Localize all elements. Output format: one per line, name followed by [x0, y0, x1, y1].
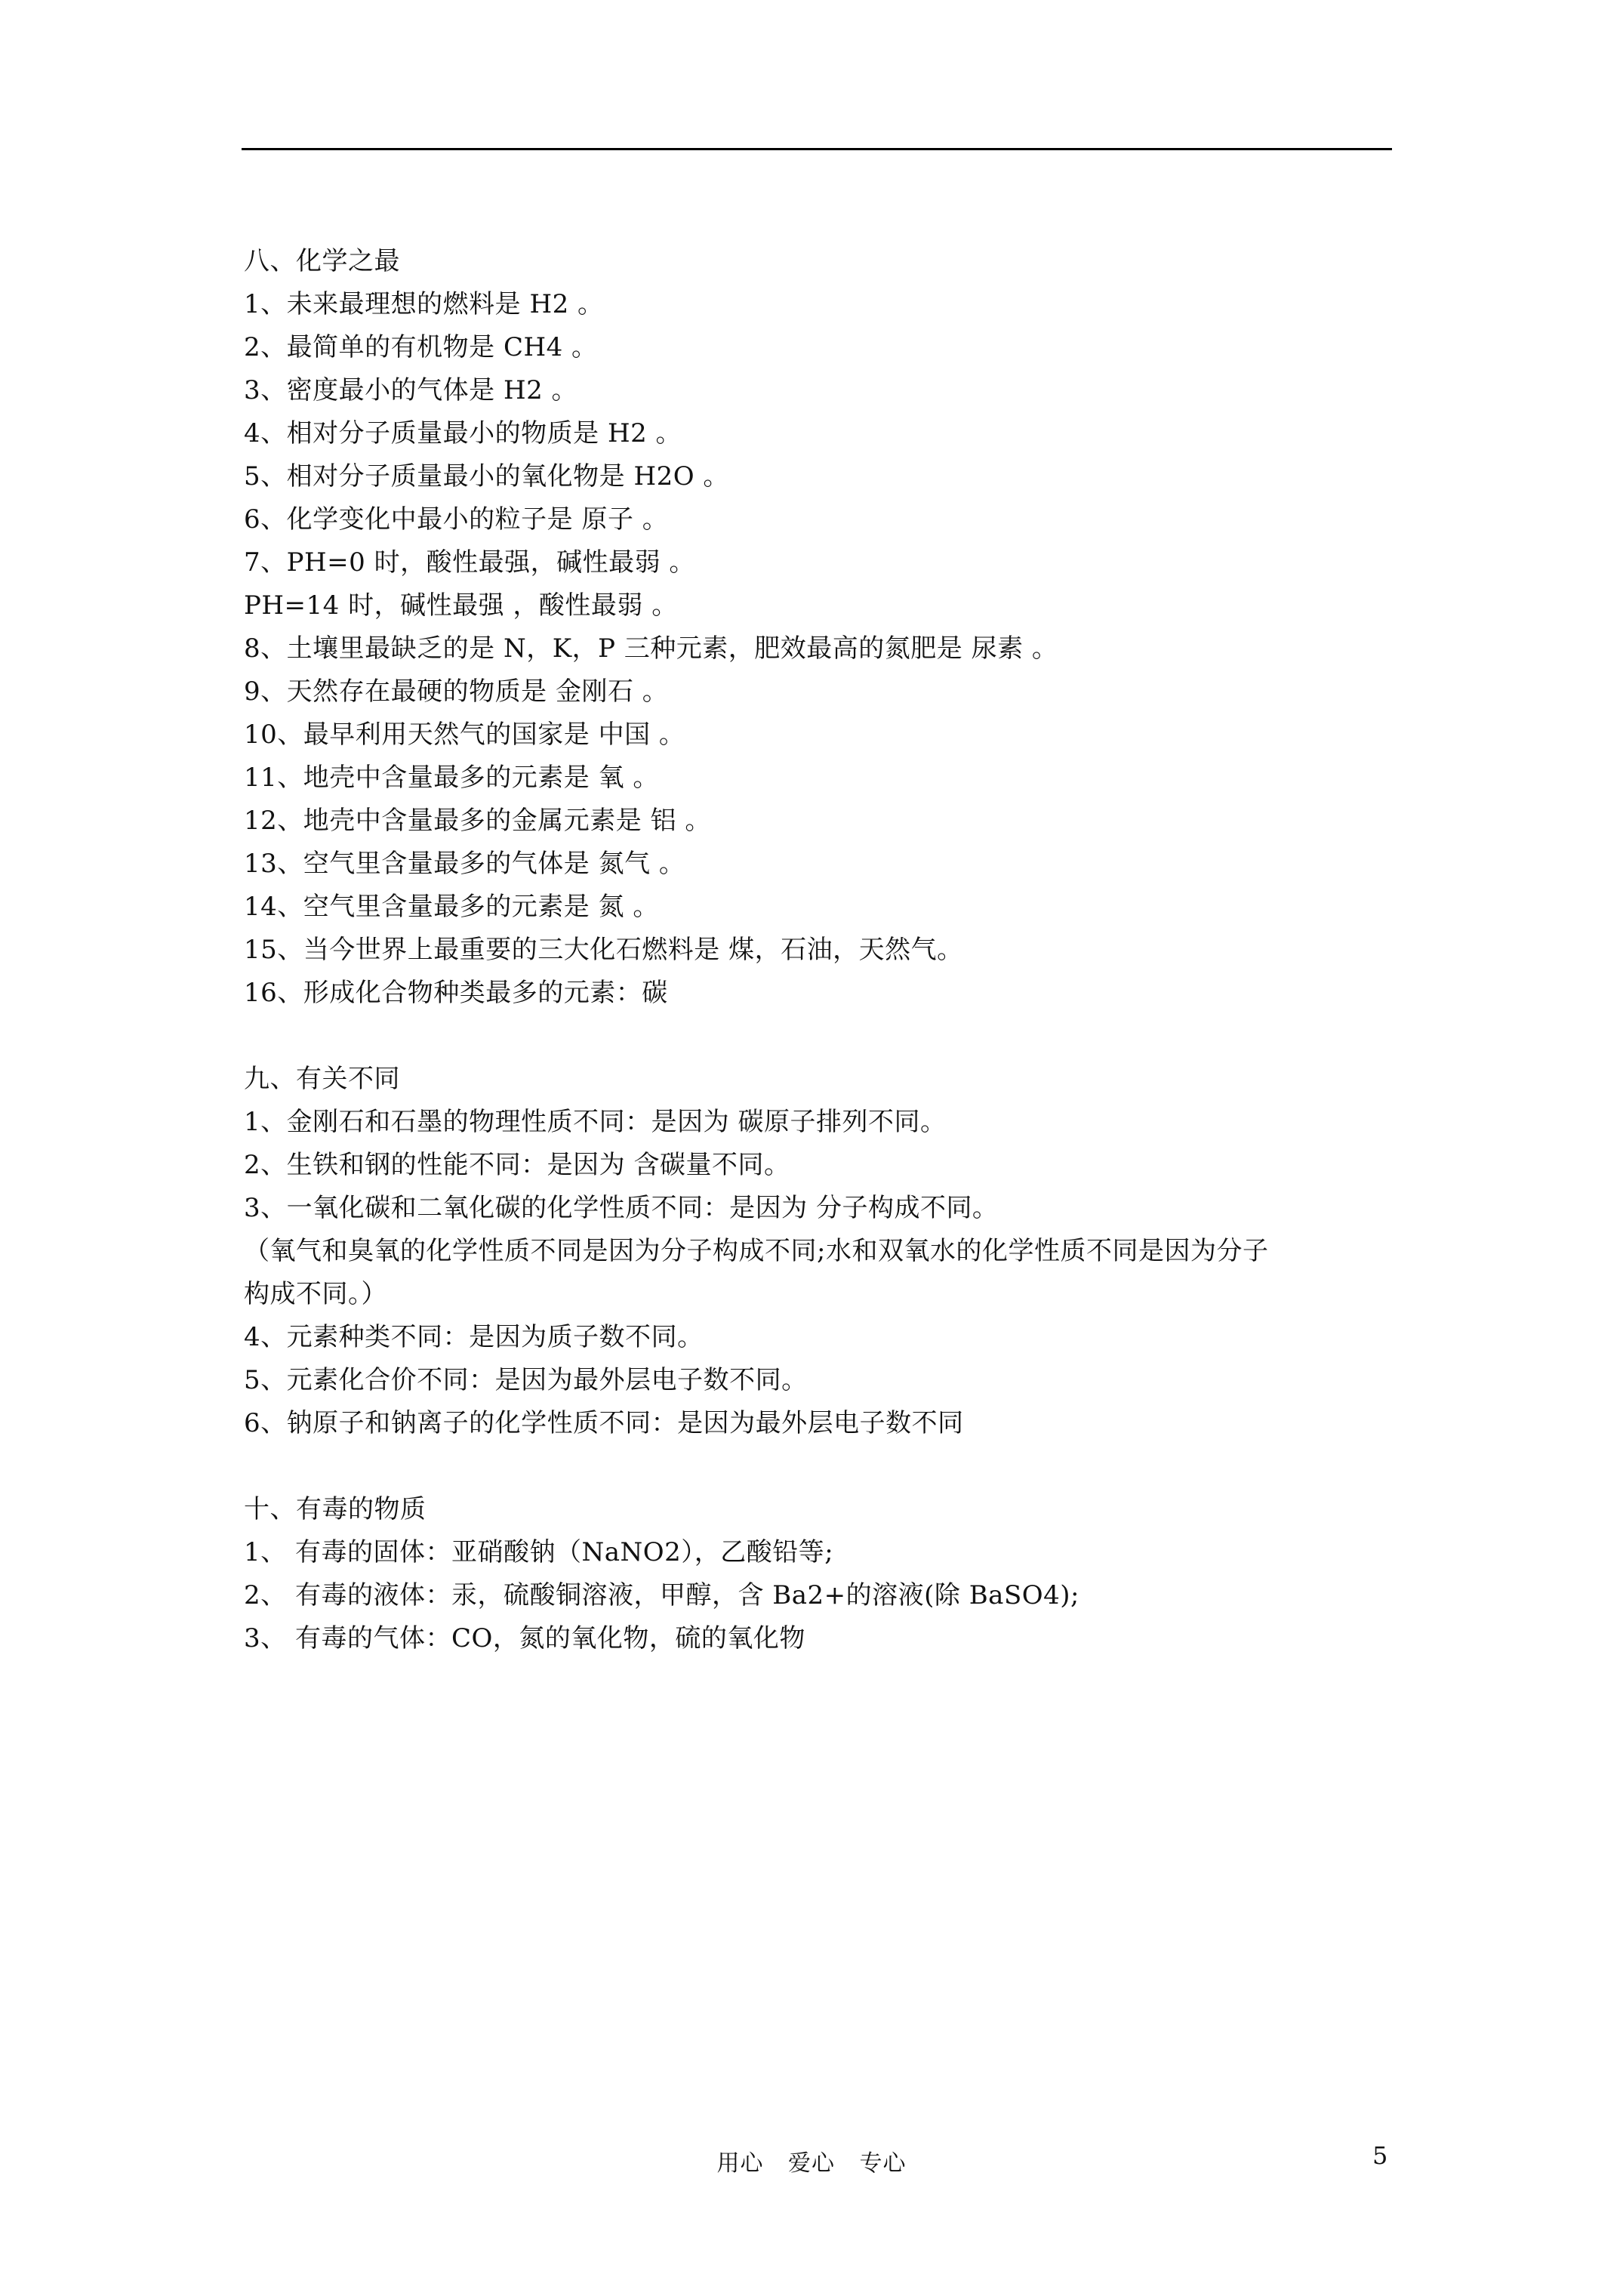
section-10-title: 十、有毒的物质: [244, 1494, 427, 1524]
section-8-item-15: 15、当今世界上最重要的三大化石燃料是 煤，石油，天然气。: [244, 935, 963, 965]
section-8-item-1: 1、未来最理想的燃料是 H2 。: [244, 289, 604, 319]
section-8-item-9: 9、天然存在最硬的物质是 金刚石 。: [244, 676, 669, 707]
section-9-item-2: 2、生铁和钢的性能不同：是因为 含碳量不同。: [244, 1150, 790, 1180]
footer-slogan: 用心 爱心 专心: [716, 2150, 907, 2177]
section-8-item-2: 2、最简单的有机物是 CH4 。: [244, 332, 598, 362]
section-10-item-3: 3、 有毒的气体：CO，氮的氧化物，硫的氧化物: [244, 1623, 805, 1653]
section-9-item-3: 3、一氧化碳和二氧化碳的化学性质不同：是因为 分子构成不同。: [244, 1193, 999, 1223]
section-9-note-line-2: 构成不同。）: [244, 1279, 387, 1309]
section-8-item-11: 11、地壳中含量最多的元素是 氧 。: [244, 763, 659, 793]
section-9-item-1: 1、金刚石和石墨的物理性质不同：是因为 碳原子排列不同。: [244, 1107, 947, 1137]
section-8-title: 八、化学之最: [244, 246, 400, 276]
section-8-item-14: 14、空气里含量最多的元素是 氮 。: [244, 892, 659, 922]
section-9-note-line-1: （氧气和臭氧的化学性质不同是因为分子构成不同;水和双氧水的化学性质不同是因为分子: [244, 1236, 1269, 1266]
section-8-item-5: 5、相对分子质量最小的氧化物是 H2O 。: [244, 461, 729, 492]
document-body: [244, 240, 1391, 1660]
section-9-item-5: 5、元素化合价不同：是因为最外层电子数不同。: [244, 1365, 808, 1395]
section-8-item-7b: PH=14 时，碱性最强 ，酸性最弱 。: [244, 590, 678, 621]
section-10-item-2: 2、 有毒的液体：汞，硫酸铜溶液，甲醇，含 Ba2+的溶液(除 BaSO4);: [244, 1580, 1079, 1610]
section-8-item-6: 6、化学变化中最小的粒子是 原子 。: [244, 504, 669, 535]
section-8-item-12: 12、地壳中含量最多的金属元素是 铝 。: [244, 806, 711, 836]
header-rule: [242, 148, 1392, 150]
section-10-item-1: 1、 有毒的固体：亚硝酸钠（NaNO2），乙酸铅等;: [244, 1537, 834, 1567]
section-9-title: 九、有关不同: [244, 1064, 400, 1094]
section-8-item-3: 3、密度最小的气体是 H2 。: [244, 375, 578, 405]
section-9-item-4: 4、元素种类不同：是因为质子数不同。: [244, 1322, 704, 1352]
page-number: 5: [1372, 2141, 1388, 2170]
section-8-item-8: 8、土壤里最缺乏的是 N，K，P 三种元素，肥效最高的氮肥是 尿素 。: [244, 633, 1058, 664]
section-9-item-6: 6、钠原子和钠离子的化学性质不同：是因为最外层电子数不同: [244, 1408, 964, 1438]
section-8-item-16: 16、形成化合物种类最多的元素：碳: [244, 978, 668, 1008]
section-8-item-10: 10、最早利用天然气的国家是 中国 。: [244, 720, 685, 750]
section-gap: [244, 1015, 1391, 1058]
section-8-item-4: 4、相对分子质量最小的物质是 H2 。: [244, 418, 682, 448]
section-8-item-13: 13、空气里含量最多的气体是 氮气 。: [244, 849, 685, 879]
section-8-item-7: 7、PH=0 时，酸性最强，碱性最弱 。: [244, 547, 695, 578]
section-gap: [244, 1445, 1391, 1488]
